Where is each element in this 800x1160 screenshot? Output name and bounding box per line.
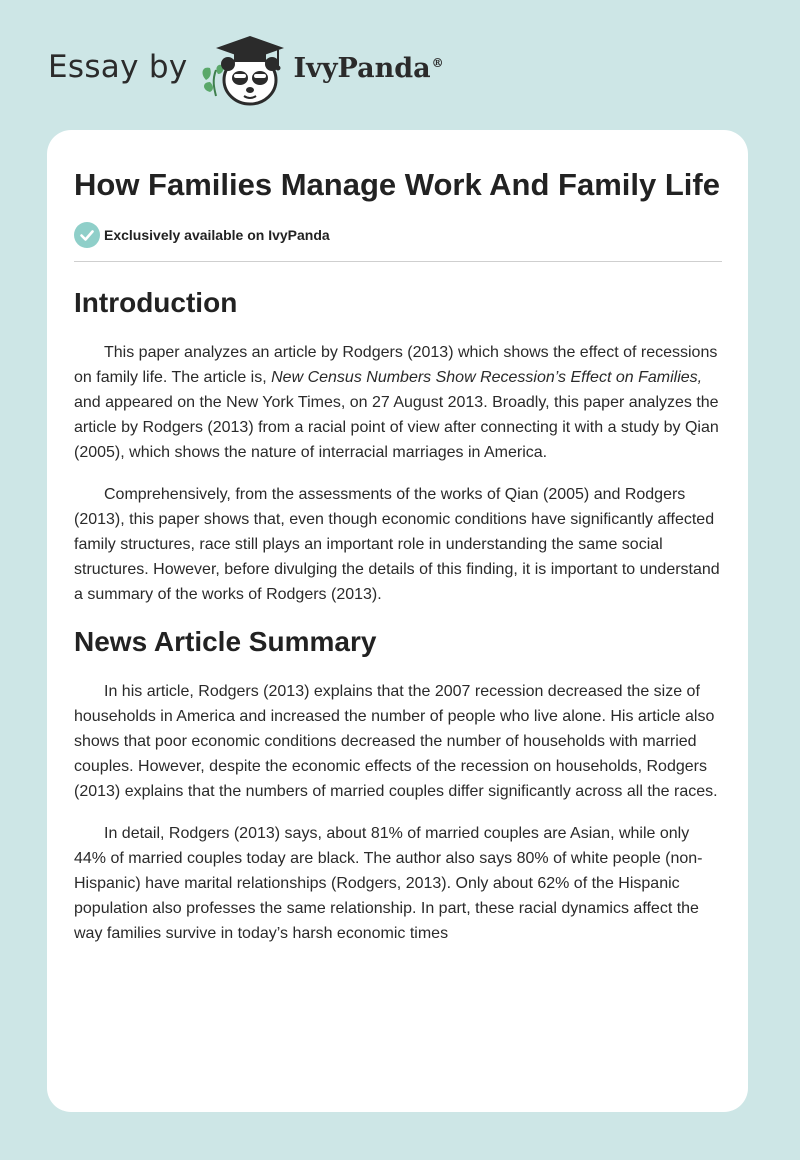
article-title-italic: New Census Numbers Show Recession’s Effect on Families, (271, 369, 703, 386)
essay-card (47, 130, 748, 1112)
ivy-leaf-icon (202, 65, 223, 96)
paragraph (74, 340, 722, 465)
site-header (48, 30, 444, 110)
paragraph-text: and appeared on the New York Times, on 27 August 2013. Broadly, this paper analyzes the article by Rodgers (2013) from a racial point of view after connecting it with a study by Qian (2005), which shows the nature of interracial marriages in America. (74, 394, 719, 461)
exclusive-badge (74, 221, 722, 248)
divider (74, 261, 722, 262)
paragraph: Comprehensively, from the assessments of the works of Qian (2005) and Rodgers (2013), this paper shows that, even though economic conditions have significantly affected family structures, race still plays an important role in understanding the same social structures. However, before divulging the details of this finding, it is important to understand a summary of the works of Rodgers (2013). (74, 486, 720, 603)
section-heading-news-article-summary: News Article Summary (74, 626, 377, 657)
essay-by-label: Essay by (48, 49, 188, 85)
paragraph-text: This paper analyzes an article by Rodgers (2013) which shows the effect of recessions on family life. The article is, (74, 344, 718, 386)
checkmark-circle-icon (74, 222, 100, 248)
panda-logo-icon (198, 30, 290, 110)
page-title: How Families Manage Work And Family Life (74, 167, 720, 202)
section-heading-introduction: Introduction (74, 287, 238, 318)
paragraph: In his article, Rodgers (2013) explains that the 2007 recession decreased the size of households in America and increased the number of people who live alone. His article also shows that poor economic conditions decreased the number of households with married couples. However, despite the economic effects of the recession on households, Rodgers (2013) explains that the numbers of married couples differ significantly across all the races. (74, 683, 718, 800)
brand-name (294, 53, 444, 84)
brand-name-text: IvyPanda (293, 52, 431, 84)
exclusive-badge-label: Exclusively available on IvyPanda (104, 226, 330, 243)
registered-mark: ® (431, 55, 444, 70)
paragraph: In detail, Rodgers (2013) says, about 81% of married couples are Asian, while only 44% of married couples today are black. The author also says 80% of white people (non-Hispanic) have marital relationships (Rodgers, 2013). Only about 62% of the Hispanic population also professes the same relationship. In part, these racial dynamics affect the way families survive in today’s harsh economic times (74, 825, 703, 942)
